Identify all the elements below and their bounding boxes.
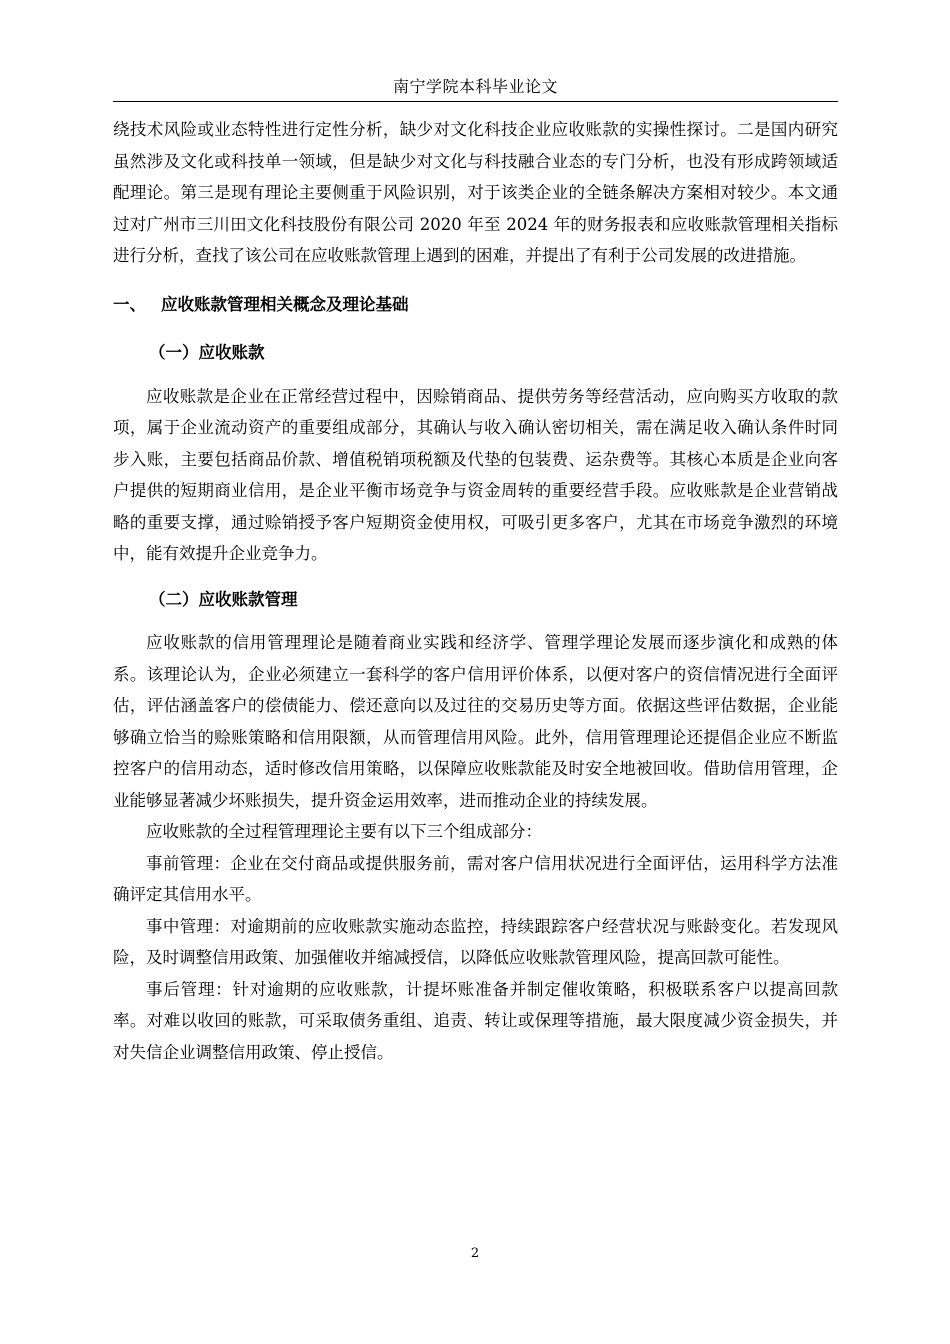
section-title: 应收账款管理相关概念及理论基础 — [161, 294, 409, 314]
subsection-heading-1: （一）应收账款 — [149, 343, 265, 362]
page-number: 2 — [470, 1246, 480, 1261]
subsection2-paragraph-1: 应收账款的信用管理理论是随着商业实践和经济学、管理学理论发展而逐步演化和成熟的体系。该理论认为，企业必须建立一套科学的客户信用评价体系，以便对客户的资信情况进行全面评估，评估涵盖客户的偿债能力、偿还意向以及过往的交易历史等方面。依据这些评估数据，企业能够确立恰当的赊账策略和信用限额，从而管理信用风险。此外，信用管理理论还提倡企业应不断监控客户的信用动态，适时修改信用策略，以保障应收账款能及时安全地被回收。借助信用管理，企业能够显著减少坏账损失，提升资金运用效率，进而推动企业的持续发展。 — [113, 633, 838, 810]
intro-paragraph: 绕技术风险或业态特性进行定性分析，缺少对文化科技企业应收账款的实操性探讨。二是国内研究虽然涉及文化或科技单一领域，但是缺少对文化与科技融合业态的专门分析，也没有形成跨领域适配理论。第三是现有理论主要侧重于风险识别，对于该类企业的全链条解决方案相对较少。本文通过对广州市三川田文化科技股份有限公司 2020 年至 2024 年的财务报表和应收账款管理相关指标进行分析，查找了该公司在应收账款管理上遇到的困难，并提出了有利于公司发展的改进措施。 — [113, 120, 838, 265]
page-body — [113, 114, 838, 1068]
subsection2-paragraph-5: 事后管理：针对逾期的应收账款，计提坏账准备并制定催收策略，积极联系客户以提高回款率。对难以收回的账款，可采取债务重组、追责、转让或保理等措施，最大限度减少资金损失，并对失信企业调整信用政策、停止授信。 — [113, 979, 838, 1062]
header-divider — [113, 101, 838, 102]
section-number: 一、 — [113, 294, 146, 314]
subsection2-paragraph-3: 事前管理：企业在交付商品或提供服务前，需对客户信用状况进行全面评估，运用科学方法准确评定其信用水平。 — [113, 853, 838, 904]
subsection2-paragraph-4: 事中管理：对逾期前的应收账款实施动态监控，持续跟踪客户经营状况与账龄变化。若发现风险，及时调整信用政策、加强催收并缩减授信，以降低应收账款管理风险，提高回款可能性。 — [113, 916, 838, 967]
subsection2-paragraph-2: 应收账款的全过程管理理论主要有以下三个组成部分： — [146, 822, 542, 841]
section-heading-1 — [113, 289, 838, 321]
subsection1-paragraph: 应收账款是企业在正常经营过程中，因赊销商品、提供劳务等经营活动，应向购买方收取的款项，属于企业流动资产的重要组成部分，其确认与收入确认密切相关，需在满足收入确认条件时同步入账，主要包括商品价款、增值税销项税额及代垫的包装费、运杂费等。其核心本质是企业向客户提供的短期商业信用，是企业平衡市场竞争与资金周转的重要经营手段。应收账款是企业营销战略的重要支撑，通过赊销授予客户短期资金使用权，可吸引更多客户，尤其在市场竞争激烈的环境中，能有效提升企业竞争力。 — [113, 386, 838, 563]
page-header: 南宁学院本科毕业论文 — [392, 77, 558, 96]
subsection-heading-2: （二）应收账款管理 — [149, 589, 298, 609]
